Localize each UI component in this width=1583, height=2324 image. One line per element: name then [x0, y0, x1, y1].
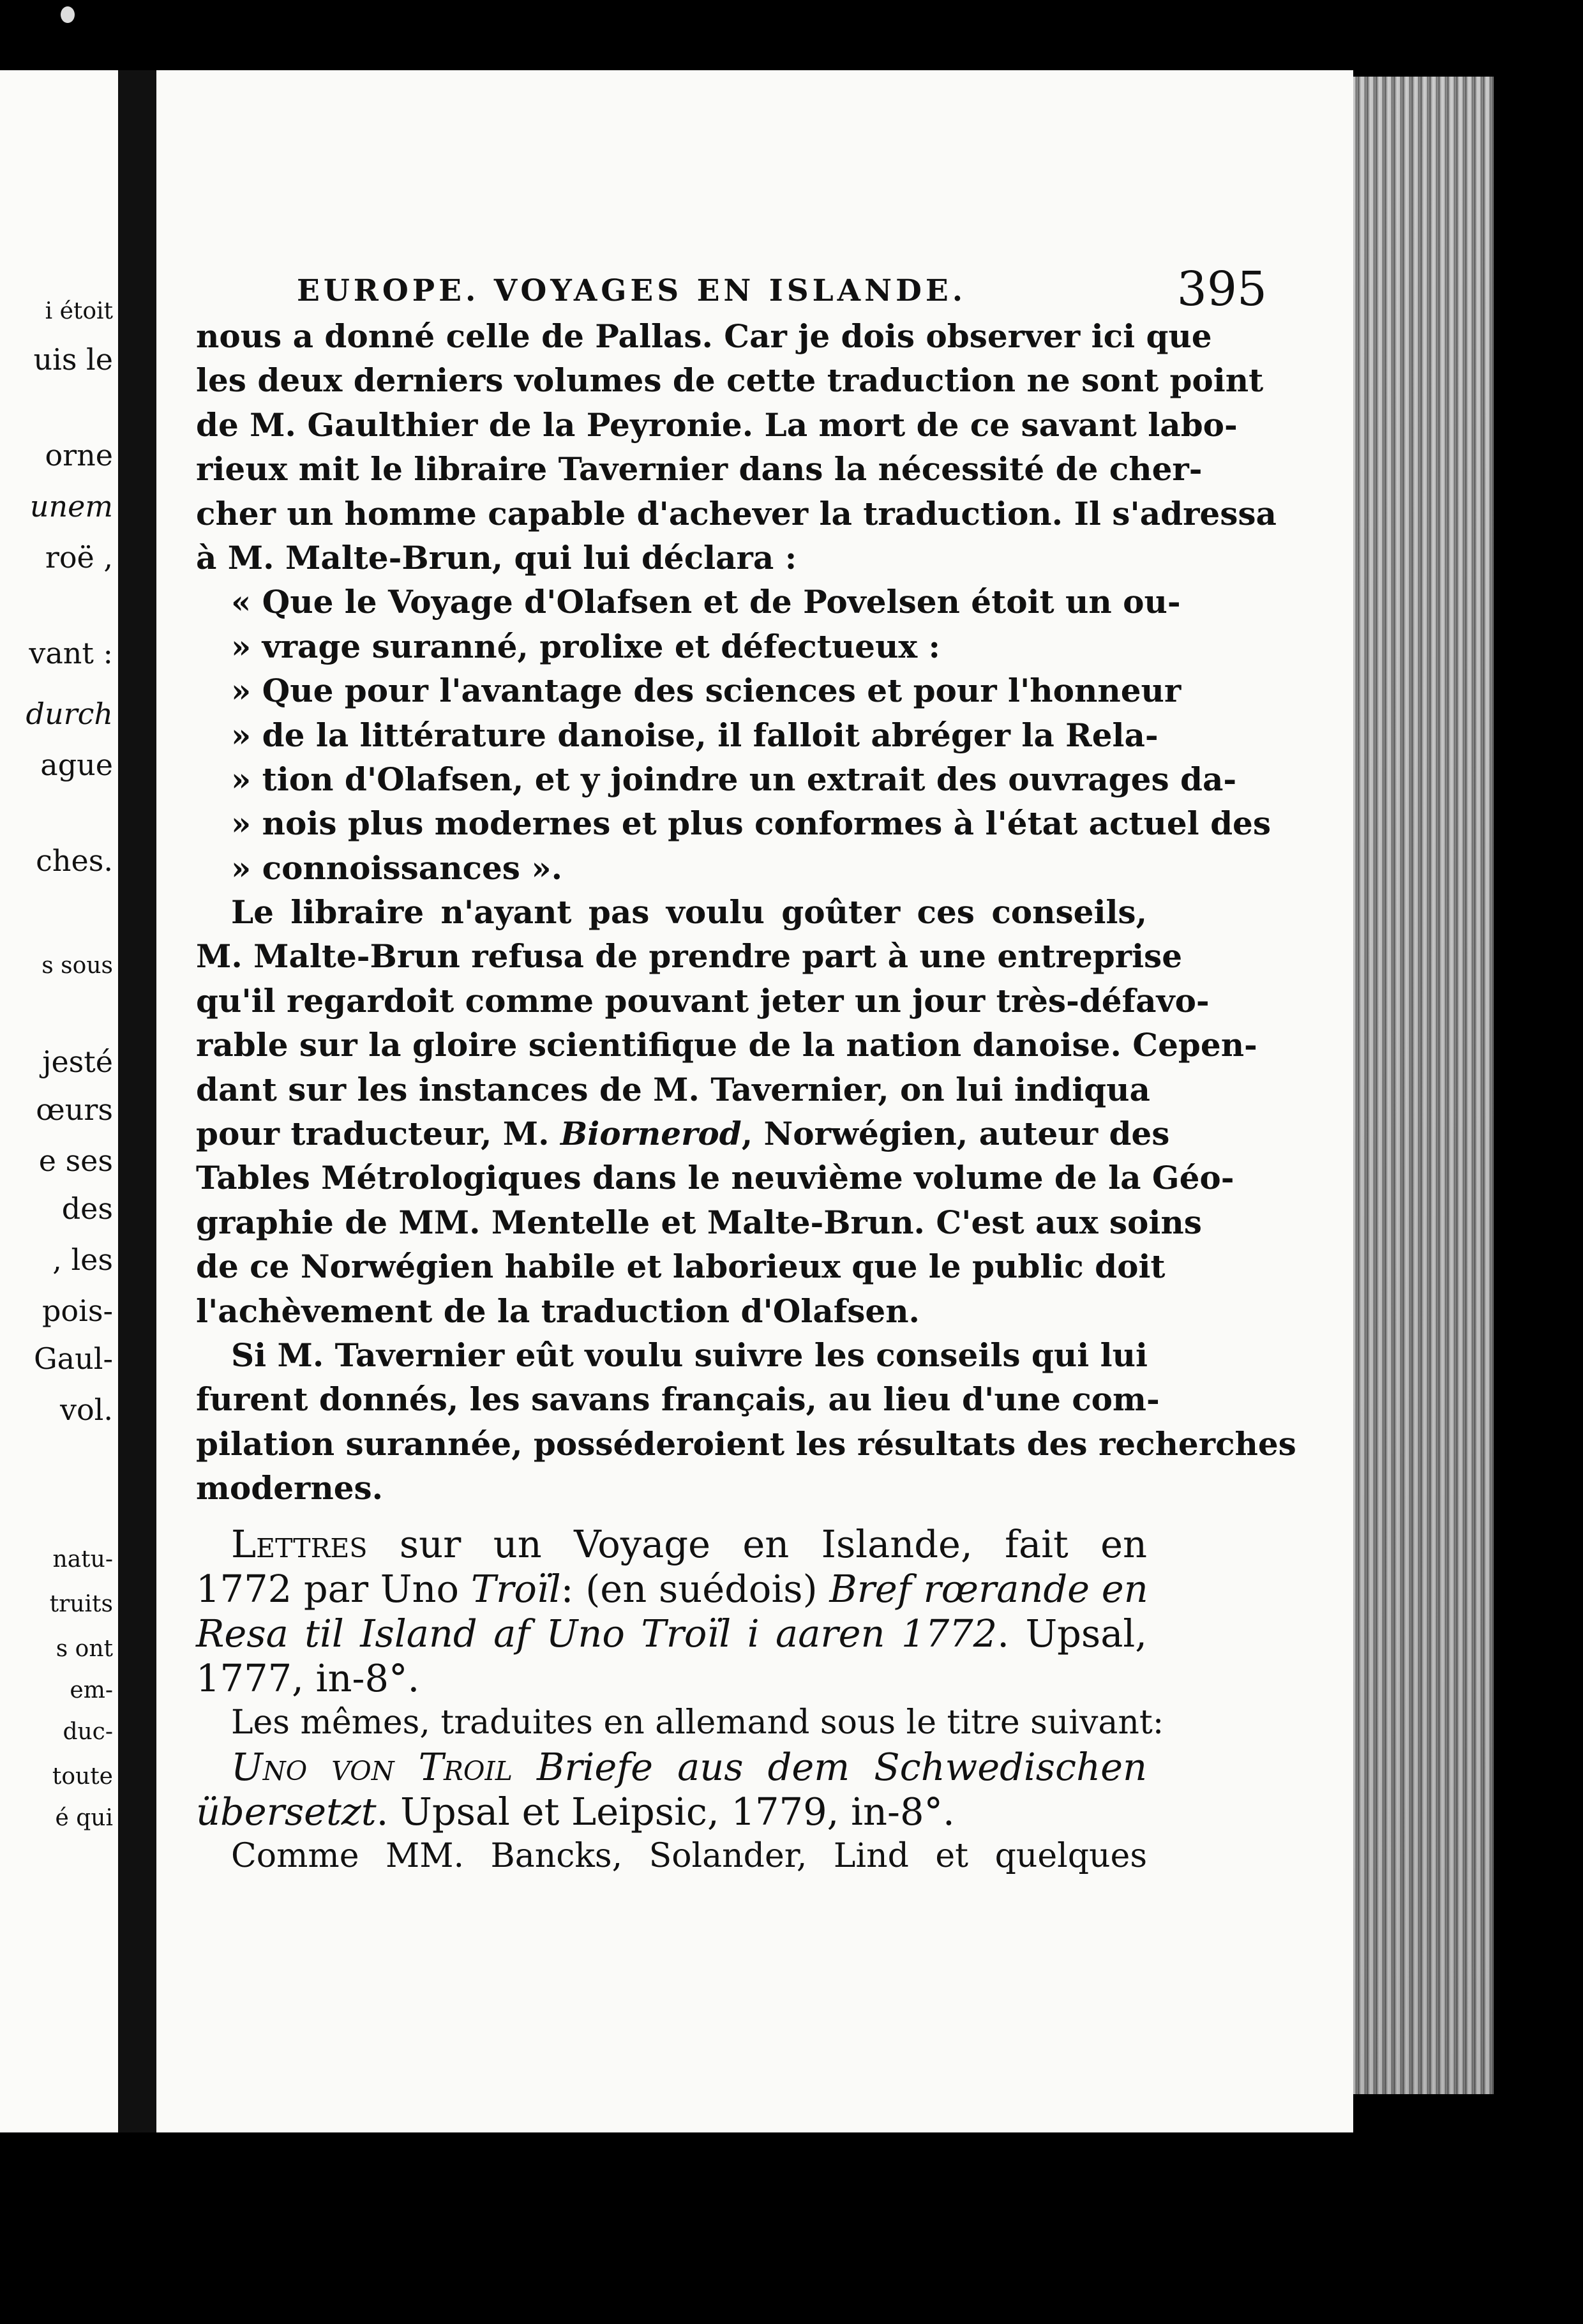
left-page-text-line: œurs [36, 1092, 113, 1127]
page-edges [1353, 77, 1494, 2094]
left-page-text-line: duc- [63, 1719, 113, 1745]
left-page-text-line: toute [52, 1763, 113, 1790]
left-page-text-line: durch [26, 697, 113, 731]
bibliography-entry-line: Comme MM. Bancks, Solander, Lind et quelques [231, 1836, 1147, 1875]
text-line: rieux mit le libraire Tavernier dans la nécessité de cher- [196, 450, 1203, 488]
text-line: Tables Métrologiques dans le neuvième volume de la Géo- [196, 1159, 1234, 1197]
left-page-text-line: ches. [36, 843, 113, 878]
left-page-text-line: roë , [45, 540, 113, 575]
left-page-text-line: s sous [41, 953, 113, 979]
previous-page-fragment [0, 70, 118, 2132]
text-line: » de la littérature danoise, il falloit abréger la Rela- [231, 716, 1159, 754]
bibliography-entry-line: Les mêmes, traduites en allemand sous le titre suivant: [231, 1703, 1164, 1742]
bibliography-entry-line: Lettres sur un Voyage en Islande, fait en [231, 1521, 1147, 1566]
scan-mark [61, 6, 75, 23]
left-page-text-line: orne [45, 438, 113, 472]
text-line: » Que pour l'avantage des sciences et pour l'honneur [231, 672, 1182, 710]
left-page-text-line: é qui [55, 1805, 113, 1831]
book-page [156, 70, 1353, 2132]
text-line: » vrage suranné, prolixe et défectueux : [231, 627, 941, 665]
left-page-text-line: truits [49, 1591, 113, 1617]
left-page-text-line: e ses [38, 1143, 113, 1178]
text-line: furent donnés, les savans français, au lieu d'une com- [196, 1380, 1160, 1419]
left-page-text-line: des [61, 1191, 113, 1226]
left-page-text-line: ague [40, 748, 113, 782]
text-line: à M. Malte-Brun, qui lui déclara : [196, 538, 797, 577]
left-page-text-line: pois- [41, 1294, 113, 1328]
text-line: Le libraire n'ayant pas voulu goûter ces conseils, [231, 893, 1147, 932]
text-line: rable sur la gloire scientifique de la nation danoise. Cepen- [196, 1026, 1257, 1064]
text-line: de ce Norwégien habile et laborieux que le public doit [196, 1248, 1166, 1286]
text-line: l'achèvement de la traduction d'Olafsen. [196, 1292, 920, 1330]
left-page-text-line: em- [70, 1677, 113, 1703]
page-body [196, 314, 1296, 1878]
page-number: 395 [1176, 262, 1267, 317]
left-page-text-line: i étoit [45, 298, 113, 324]
left-page-text-line: vol. [59, 1392, 113, 1427]
text-line: » nois plus modernes et plus conformes à l'état actuel des [231, 804, 1272, 843]
running-head: EUROPE. VOYAGES EN ISLANDE. [297, 273, 967, 308]
text-line: pour traducteur, M. Biornerod, Norwégien, auteur des [196, 1115, 1170, 1153]
text-line: modernes. [196, 1469, 384, 1507]
text-line: cher un homme capable d'achever la traduction. Il s'adressa [196, 494, 1277, 532]
text-line: » tion d'Olafsen, et y joindre un extrait des ouvrages da- [231, 760, 1237, 798]
book-gutter [118, 70, 156, 2132]
bibliography-entry-line: 1777, in-8°. [196, 1656, 420, 1700]
text-line: de M. Gaulthier de la Peyronie. La mort de ce savant labo- [196, 405, 1238, 444]
bibliography-entry-line: Uno von Troil Briefe aus dem Schwedischen [231, 1744, 1147, 1789]
left-page-text-line: unem [29, 489, 113, 524]
left-page-text-line: s ont [56, 1636, 113, 1662]
left-page-text-line: , les [52, 1242, 113, 1277]
left-page-text-line: vant : [29, 636, 113, 670]
text-line: « Que le Voyage d'Olafsen et de Povelsen étoit un ou- [231, 583, 1181, 621]
left-page-text-line: uis le [33, 342, 113, 377]
left-page-text-line: jesté [42, 1045, 113, 1079]
bibliography-entry-line: Resa til Island af Uno Troïl i aaren 1772. Upsal, [196, 1611, 1148, 1656]
bibliography-entry-line: übersetzt. Upsal et Leipsic, 1779, in-8°. [196, 1789, 955, 1834]
text-line: Si M. Tavernier eût voulu suivre les conseils qui lui [231, 1336, 1148, 1374]
bibliography-entry-line: 1772 par Uno Troïl: (en suédois) Bref rœrande en [196, 1566, 1148, 1611]
left-page-text-line: natu- [52, 1546, 113, 1573]
text-line: pilation surannée, posséderoient les résultats des recherches [196, 1424, 1296, 1463]
text-line: » connoissances ». [231, 849, 563, 887]
text-line: les deux derniers volumes de cette traduction ne sont point [196, 361, 1264, 400]
page-header [297, 262, 1267, 317]
text-line: graphie de MM. Mentelle et Malte-Brun. C'est aux soins [196, 1203, 1202, 1241]
text-line: dant sur les instances de M. Tavernier, on lui indiqua [196, 1070, 1150, 1108]
left-page-text-line: Gaul- [33, 1341, 113, 1376]
text-line: nous a donné celle de Pallas. Car je dois observer ici que [196, 317, 1212, 355]
text-line: qu'il regardoit comme pouvant jeter un jour très-défavo- [196, 981, 1210, 1020]
text-line: M. Malte-Brun refusa de prendre part à une entreprise [196, 937, 1183, 976]
